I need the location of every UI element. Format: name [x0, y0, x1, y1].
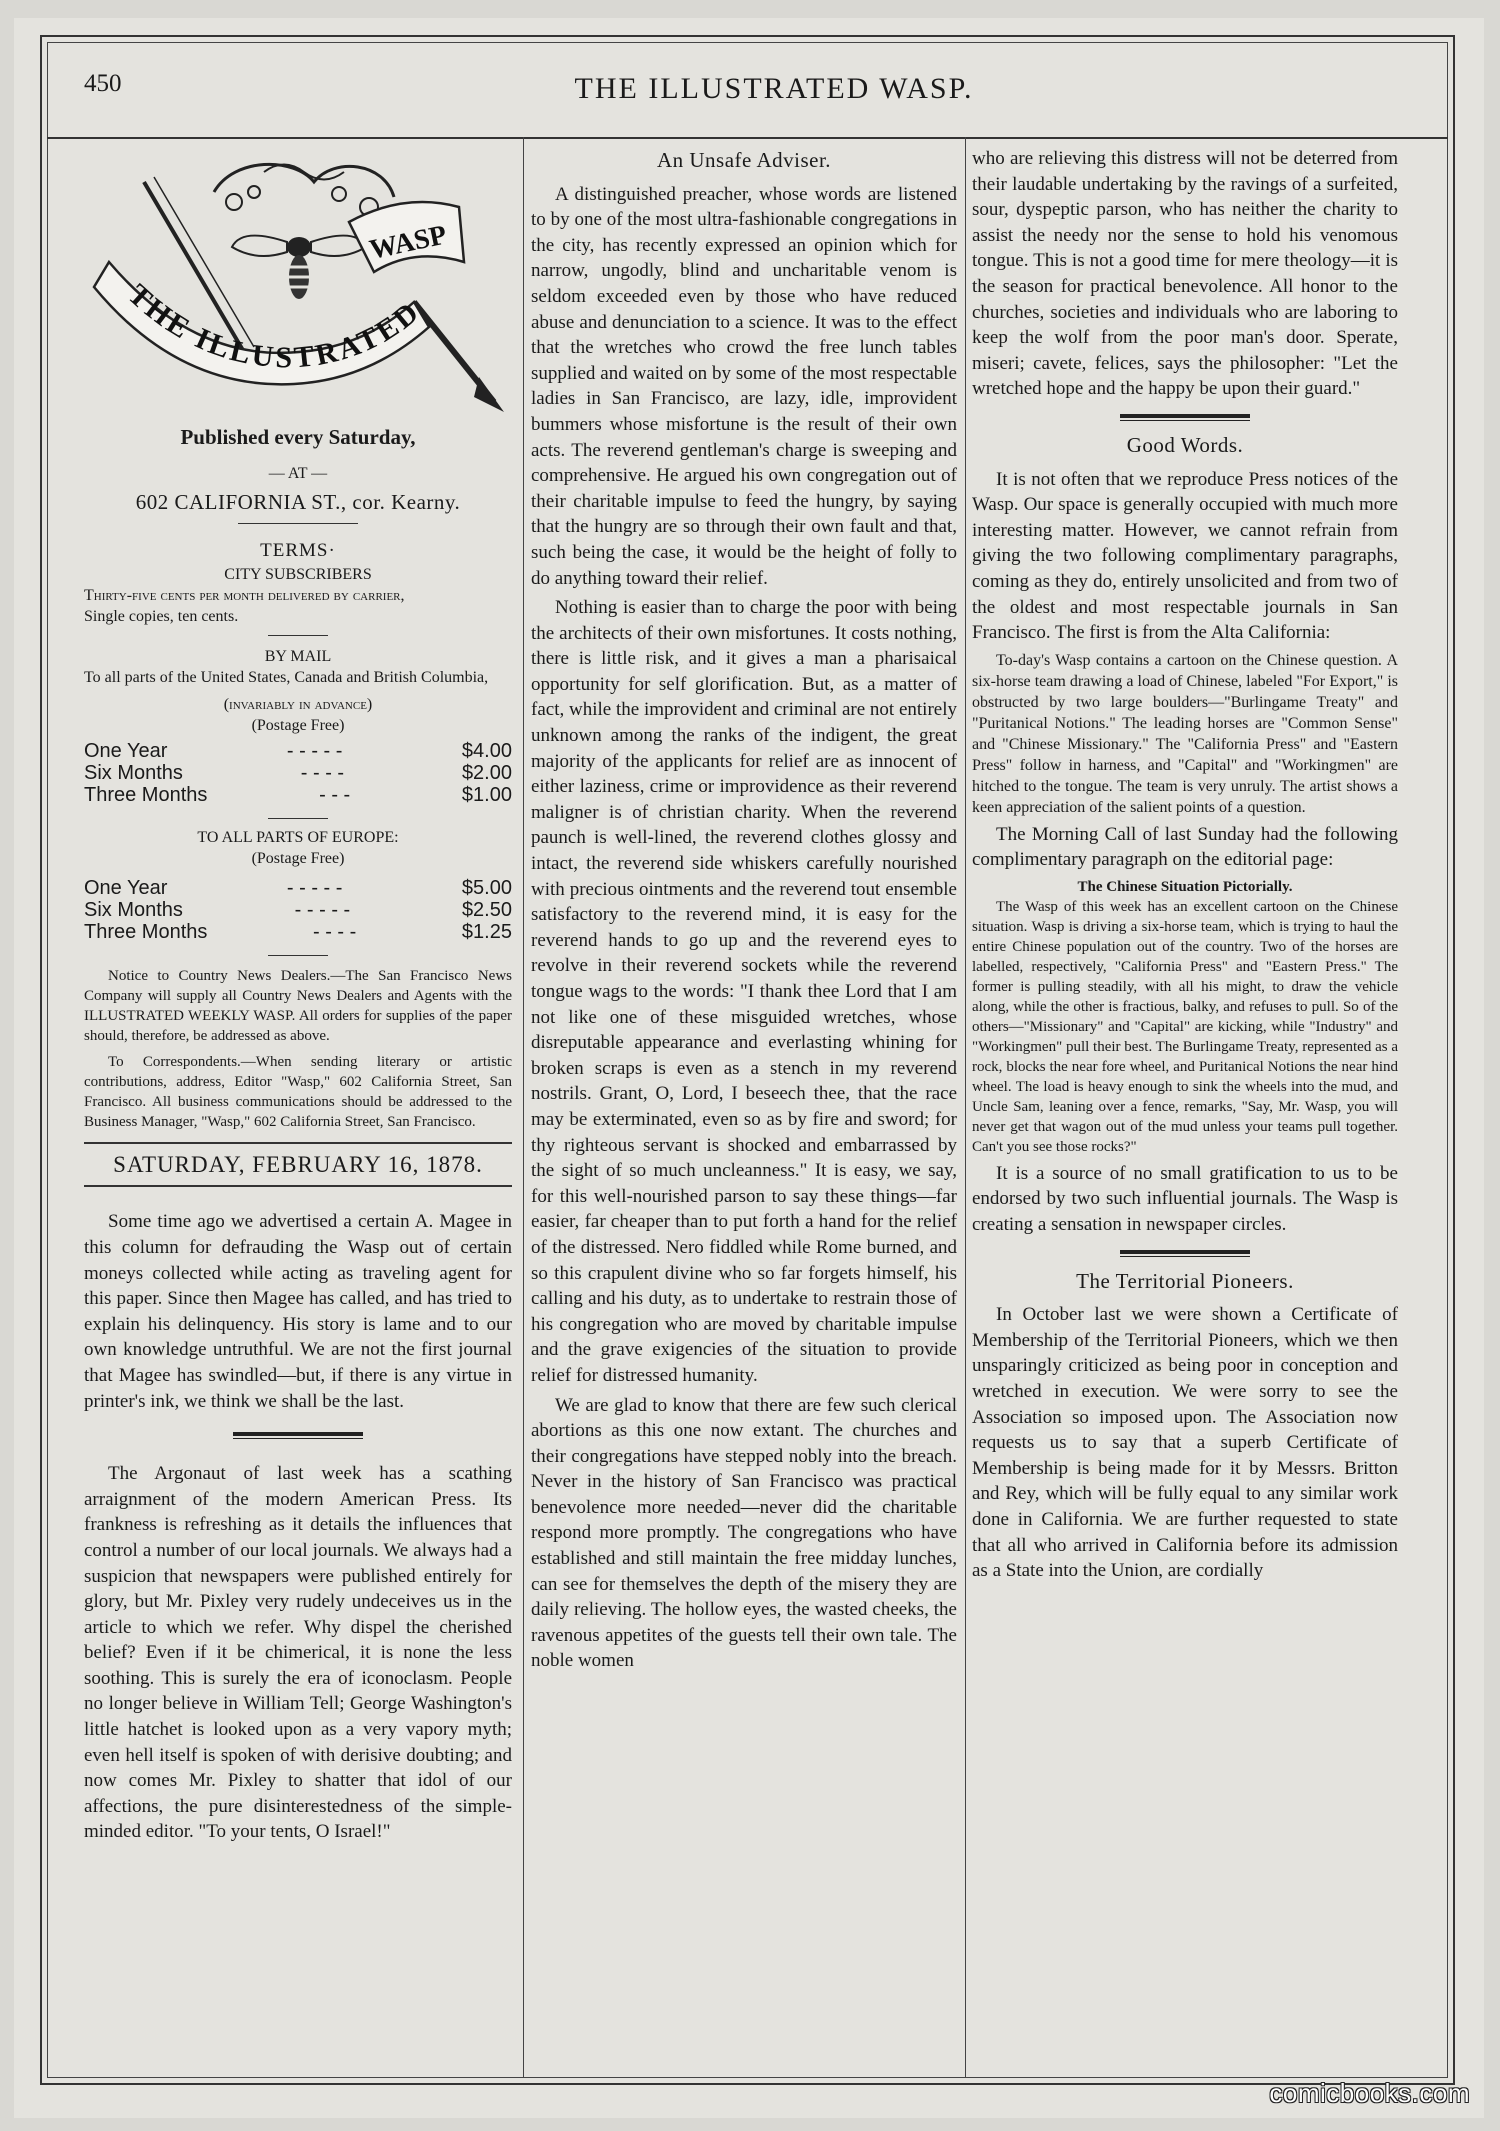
- argonaut-paragraph: The Argonaut of last week has a scathing arraignment of the modern American Press. Its frankness is refreshing as it details the influences that control a number of our local journals. We always had a suspicion that newspapers were published entirely for glory, but Mr. Pixley very rudely undeceives us in the article to which we refer. Why dispel the cherished belief? Even if it be chimerical, it is none the less soothing. This is surely the era of iconoclasm. People no longer believe in William Tell; George Washington's little hatchet is looked upon as a very vapory myth; even hell itself is spoken of with derisive doubting; and now comes Mr. Pixley to shatter that idol of our affections, the pure disinterestedness of the simple-minded editor. "To your tents, O Israel!": [84, 1463, 512, 1843]
- price-row: [84, 899, 512, 921]
- notice-paragraph: Notice to Country News Dealers.—The San Francisco News Company will supply all Country News Dealers and Agents with the ILLUSTRATED WEEKLY WASP. All orders for supplies of the paper should, therefore, be addressed as above.: [84, 967, 512, 1044]
- page-header: [84, 62, 1444, 112]
- price-dots: - - - - -: [286, 739, 343, 762]
- article-paragraph: It is a source of no small gratification to us to be endorsed by two such influential journals. The Wasp is creating a sensation in newspaper circles.: [972, 1162, 1398, 1236]
- published-line: Published every Saturday,: [180, 425, 416, 449]
- article-paragraph: In October last we were shown a Certificate of Membership of the Territorial Pioneers, which we then unsparingly criticized as being poor in conception and wretched in execution. We were sorry to see the Association so imposed upon. The Association now requests us to say that a superb Certificate of Membership is being made for it by Messrs. Britton and Rey, which will be fully equal to any similar work done in California. We are further requested to state that all who arrived in California before its admission as a State into the Union, are cordially: [972, 1304, 1398, 1582]
- article-paragraph: It is not often that we reproduce Press notices of the Wasp. Our space is generally occupied with much more interesting matter. However, we cannot refrain from giving the two following complimentary paragraphs, coming as they do, entirely unsolicited and from two of the oldest and most respectable journals in San Francisco. The first is from the Alta California:: [972, 468, 1398, 644]
- article-paragraph: Nothing is easier than to charge the poor with being the architects of their own misfortunes. It costs nothing, there is little risk, and it gives a man a pharisaical opportunity for self glorification. But, as a matter of fact, while the improvident and criminal are not entirely unknown among the ranks of the indigent, the great majority of the applicants for relief are as innocent of either laziness, crime or improvidence as their reverend maligner is of christian charity. When the reverend paunch is well-lined, the reverend clothes glossy and intact, the reverend side whiskers carefully nourished with precious ointments and the reverend tout ensemble satisfactory to the reverend mind, it is easy for the reverend hands to go up and the reverend eyes to revolve in their reverend sockets while the reverend tongue wags to the words: "I thank thee Lord that I am not like one of these misguided wretches, whose disreputable appearance and everlasting whining for broken scraps is even as a stench in my reverend nostrils. Grant, O, Lord, I beseech thee, that the race may be exterminated, even so as by fire and sword; for thy righteous servant is shocked and embarrassed by the sight of so much uncleanness." It is easy, we say, for this well-nourished parson to say these things—far easier, far cheaper than to put forth a hand for the relief of the distressed. Nero fiddled while Rome burned, and so this crapulent divine who so far forgets himself, his calling and his duty, as to undertake to restrain those of his congregation who are moved by charitable impulse and the grave exigencies of the situation to provide relief for distressed humanity.: [531, 597, 957, 1386]
- price-value: $2.50: [461, 898, 512, 921]
- issue-dateline: SATURDAY, FEBRUARY 16, 1878.: [84, 1142, 512, 1188]
- postage-note: (Postage Free): [251, 716, 345, 734]
- pioneers-title: The Territorial Pioneers.: [1076, 1268, 1294, 1293]
- section-rule: [1120, 414, 1250, 421]
- magee-paragraph: Some time ago we advertised a certain A. Magee in this column for defrauding the Wasp out of certain moneys collected while acting as traveling agent for this paper. Since then Magee has called, and has tried to explain his delinquency. His story is lame and to our own knowledge untruthful. We are not the first journal that Magee has swindled—but, if there is any virtue in printer's ink, we think we shall be the last.: [84, 1211, 512, 1412]
- left-column: [84, 152, 512, 1849]
- call-quote: The Wasp of this week has an excellent cartoon on the Chinese situation. Wasp is driving a six-horse team, which is trying to haul the entire Chinese population out of the country. Two of the horses are labelled, respectively, "California Press" and "Eastern Press." The former is pulling steadily, with all his might, to draw the vehicle along, while the other is fractious, balky, and refuses to pull. So of the others—"Missionary" and "Capital" are kicking, while "Industry" and "Workingmen" pull their best. The Burlingame Treaty, represented as a rock, blocks the near fore wheel, and Puritanical Notions the near hind wheel. The load is heavy enough to sink the wheels into the mud, and Uncle Sam, leaning over a fence, remarks, "Say, Mr. Wasp, you will never get that wagon out of the mud unless your teams pull together. Can't you see those rocks?": [972, 898, 1398, 1155]
- city-subscribers-heading: CITY SUBSCRIBERS: [224, 565, 372, 583]
- us-price-list: [84, 740, 512, 806]
- city-terms: [84, 585, 512, 627]
- price-row: [84, 877, 512, 899]
- price-dots: - - - -: [300, 761, 345, 784]
- price-value: $2.00: [461, 761, 512, 784]
- city-line-2: Single copies, ten cents.: [84, 607, 239, 625]
- call-heading: The Chinese Situation Pictorially.: [1077, 878, 1293, 895]
- masthead-title: THE ILLUSTRATED WASP.: [574, 72, 974, 105]
- price-value: $5.00: [461, 876, 512, 899]
- column-divider: [965, 137, 966, 2078]
- price-label: Six Months: [84, 761, 183, 784]
- price-label: One Year: [84, 739, 168, 762]
- price-dots: - - - -: [313, 920, 357, 943]
- rule: [268, 955, 328, 956]
- price-label: Three Months: [84, 920, 208, 943]
- watermark-logo: comicbooks.com: [1269, 2078, 1470, 2108]
- good-words-title: Good Words.: [1126, 432, 1244, 457]
- alta-quote: To-day's Wasp contains a cartoon on the Chinese question. A six-horse team drawing a load of Chinese, labeled "For Export," is obstructed by two large boulders—"Burlingame Treaty" and "Puritanical Notions." The leading horses are "Common Sense" and "Chinese Missionary." The "California Press" and "Eastern Press" follow in harness, and "Capital" and "Workingmen" are hitched to the tongue. The team is very unruly. The artist shows a keen appreciation of the salient points of a question.: [972, 651, 1398, 816]
- address-line: 602 CALIFORNIA ST., cor. Kearny.: [135, 489, 461, 514]
- rule: [238, 523, 358, 524]
- header-rule: [47, 137, 1448, 139]
- price-row: [84, 784, 512, 806]
- price-dots: - - - - -: [294, 898, 351, 921]
- correspondents-paragraph: To Correspondents.—When sending literary or artistic contributions, address, Editor "Wasp," 602 California Street, San Francisco. All business communications should be addressed to the Business Manager, "Wasp," 602 California Street, San Francisco.: [84, 1053, 512, 1130]
- middle-column: [531, 142, 957, 1678]
- city-line-1: Thirty-five cents per month delivered by carrier,: [84, 586, 405, 604]
- price-label: Three Months: [84, 783, 208, 806]
- price-label: Six Months: [84, 898, 183, 921]
- article-paragraph: A distinguished preacher, whose words are listened to by one of the most ultra-fashionable congregations in the city, has recently expressed an opinion which for narrow, ungodly, blind and uncharitable venom is seldom exceeded even by those who have reduced abuse and denunciation to a science. It was to the effect that the wretches who crowd the free lunch tables supplied and waited on by some of the most respectable ladies in San Francisco, are lazy, idle, improvident bummers whose misfortune is the result of their own acts. The reverend gentleman's charge is sweeping and comprehensive. He argued his own congregation out of their charitable impulse to feed the hungry, by saying that the hungry are so through their own fault and that, such being the case, it would be the height of folly to do anything toward their relief.: [531, 183, 957, 589]
- europe-heading: TO ALL PARTS OF EUROPE:: [197, 828, 399, 846]
- advance-note: (invariably in advance): [223, 695, 373, 713]
- at-line: — AT —: [268, 464, 328, 482]
- terms-heading: TERMS·: [260, 540, 336, 562]
- section-rule: [233, 1432, 363, 1439]
- right-column: [972, 146, 1398, 1588]
- price-value: $4.00: [461, 739, 512, 762]
- postage-note: (Postage Free): [251, 849, 345, 867]
- price-dots: - - - - -: [286, 876, 343, 899]
- rule: [268, 635, 328, 636]
- article-title: An Unsafe Adviser.: [656, 148, 832, 172]
- article-paragraph: who are relieving this distress will not be deterred from their laudable undertaking by the ravings of a surfeited, sour, dyspeptic parson, who has neither the charity to assist the needy nor the sense to hold his venomous tongue. This is not a good time for mere theology—it is the season for practical benevolence. All honor to the churches, societies and individuals who are laboring to keep the wolf from the poor man's door. Sperate, miseri; cavete, felices, says the philosopher: "Let the wretched hope and the happy be upon their guard.": [972, 148, 1398, 400]
- price-value: $1.00: [461, 783, 512, 806]
- logo-banner-text: THE ILLUSTRATED: [121, 277, 427, 375]
- mail-heading: BY MAIL: [264, 647, 332, 665]
- section-rule: [1120, 1250, 1250, 1257]
- wasp-emblem-icon: [84, 152, 514, 417]
- rule: [268, 818, 328, 819]
- price-dots: - - -: [319, 783, 351, 806]
- logo-wasp-text: WASP: [366, 219, 450, 266]
- article-paragraph: The Morning Call of last Sunday had the following complimentary paragraph on the editorial page:: [972, 823, 1398, 871]
- price-row: [84, 921, 512, 943]
- price-label: One Year: [84, 876, 168, 899]
- eu-price-list: [84, 877, 512, 943]
- price-value: $1.25: [461, 920, 512, 943]
- price-row: [84, 740, 512, 762]
- mail-line: To all parts of the United States, Canada and British Columbia,: [84, 668, 489, 686]
- page-number: 450: [84, 70, 122, 97]
- column-divider: [523, 137, 524, 2078]
- article-paragraph: We are glad to know that there are few such clerical abortions as this one now extant. The churches and their congregations have stepped nobly into the breach. Never in the history of San Francisco was practical benevolence more needed—never did the charitable respond more promptly. The congregations who have established and still maintain the free midday lunches, can see for themselves the depth of the misery they are daily relieving. The hollow eyes, the wasted cheeks, the ravenous appetites of the guests tell their own tale. The noble women: [531, 1394, 957, 1672]
- price-row: [84, 762, 512, 784]
